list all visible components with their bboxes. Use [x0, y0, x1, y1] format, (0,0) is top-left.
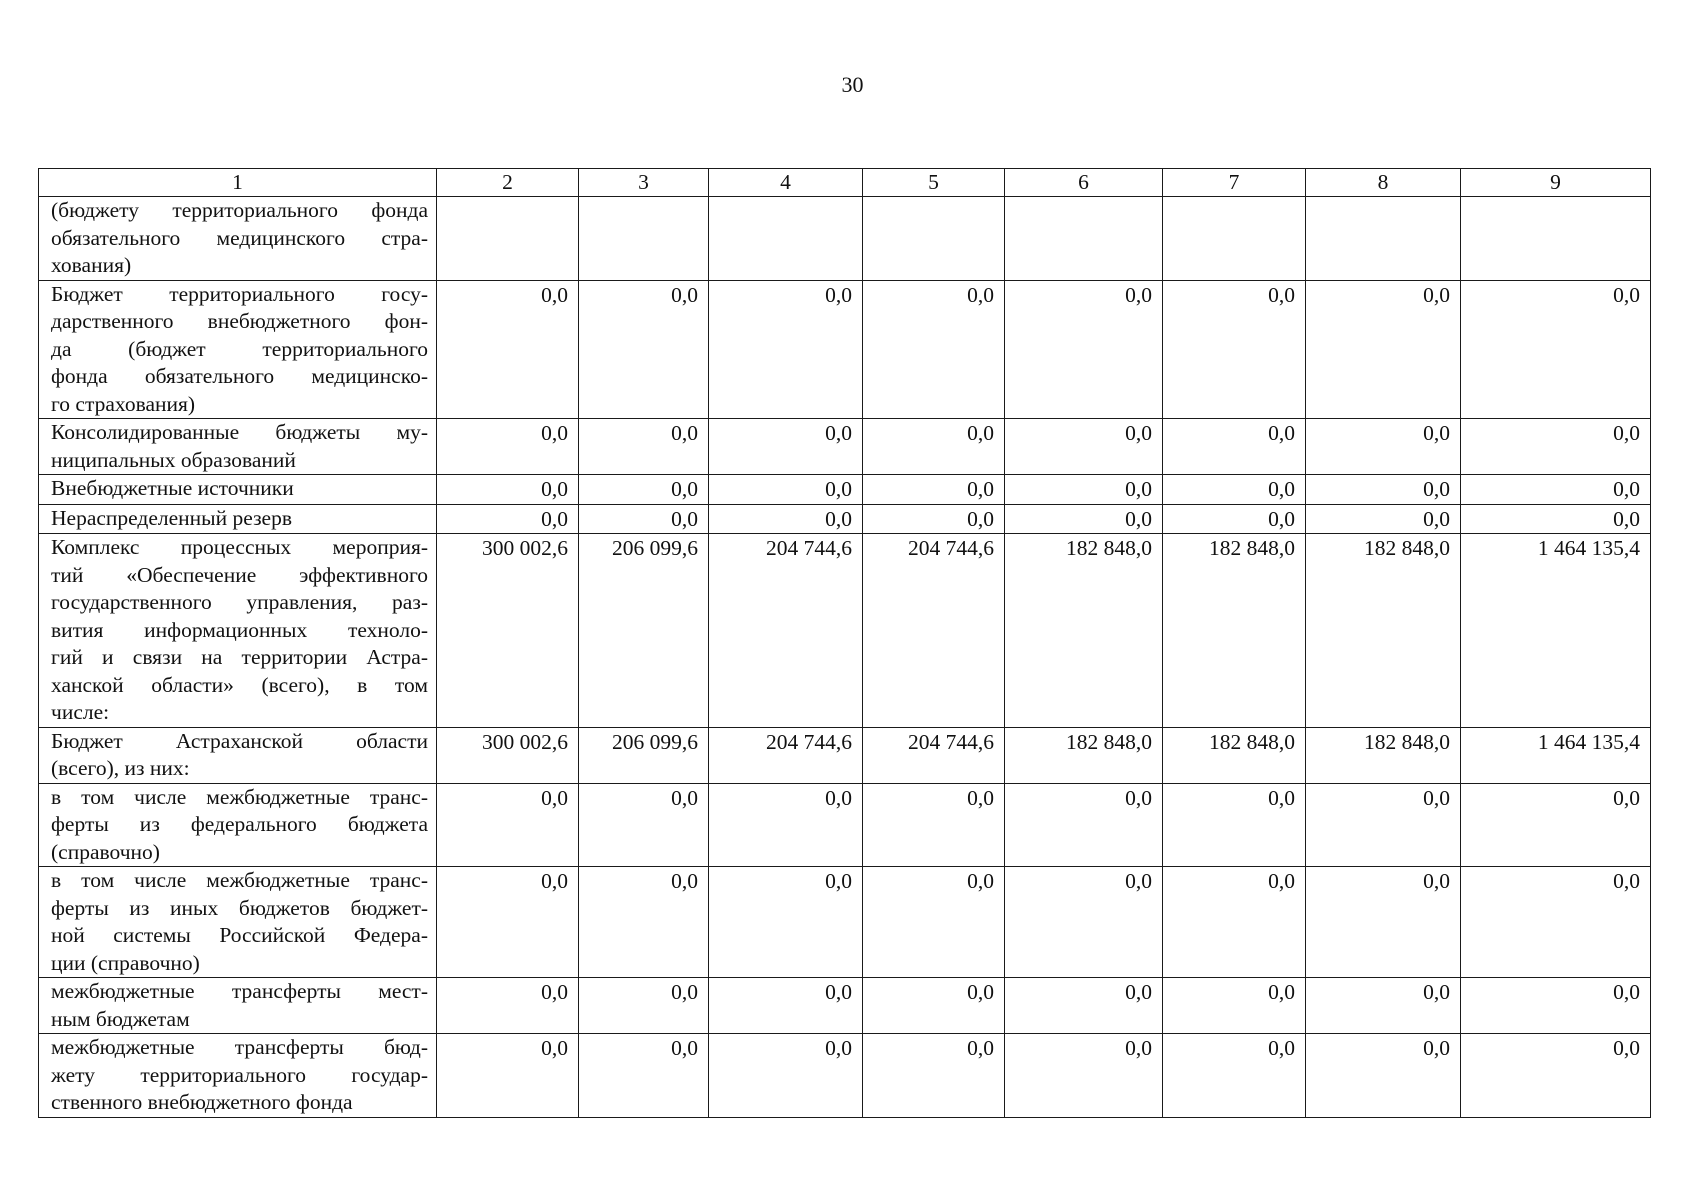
column-header-8: 8: [1306, 169, 1461, 197]
value-cell-col-8: 0,0: [1306, 475, 1461, 505]
value-cell-col-2: 0,0: [437, 504, 579, 534]
row-label-line: ным бюджетам: [51, 1006, 190, 1031]
row-label-line: в том числе межбюджетные транс-: [51, 868, 428, 892]
value-cell-col-5: 0,0: [863, 867, 1005, 978]
value-cell-col-9: 0,0: [1461, 280, 1651, 419]
value-cell-col-3: 0,0: [579, 978, 709, 1034]
value-cell-col-8: 0,0: [1306, 419, 1461, 475]
value-cell-col-6: 0,0: [1005, 978, 1163, 1034]
row-label-line: Внебюджетные источники: [51, 476, 294, 500]
value-cell-col-6: 0,0: [1005, 867, 1163, 978]
value-cell-col-7: 0,0: [1163, 280, 1306, 419]
value-cell-col-5: 0,0: [863, 504, 1005, 534]
column-header-2: 2: [437, 169, 579, 197]
row-label-line: в том числе межбюджетные транс-: [51, 784, 428, 809]
row-label-line: ферты из иных бюджетов бюджет-: [51, 895, 428, 920]
value-cell-col-5: 0,0: [863, 1034, 1005, 1118]
value-cell-col-9: 0,0: [1461, 504, 1651, 534]
value-cell-col-3: 0,0: [579, 419, 709, 475]
row-label-line: хования): [51, 253, 132, 277]
value-cell-col-2: 300 002,6: [437, 534, 579, 728]
value-cell-col-6: 0,0: [1005, 504, 1163, 534]
value-cell-col-3: 0,0: [579, 504, 709, 534]
value-cell-col-3: 0,0: [579, 1034, 709, 1118]
value-cell-col-2: 0,0: [437, 475, 579, 505]
value-cell-col-4: 0,0: [709, 1034, 863, 1118]
value-cell-col-5: 204 744,6: [863, 534, 1005, 728]
value-cell-col-4: [709, 197, 863, 281]
value-cell-col-8: 0,0: [1306, 1034, 1461, 1118]
value-cell-col-7: 0,0: [1163, 978, 1306, 1034]
table-row: [39, 534, 1651, 728]
row-label-line: дарственного внебюджетного фон-: [51, 309, 428, 333]
value-cell-col-9: 1 464 135,4: [1461, 534, 1651, 728]
value-cell-col-5: 0,0: [863, 475, 1005, 505]
value-cell-col-7: 0,0: [1163, 475, 1306, 505]
table-row: [39, 280, 1651, 419]
value-cell-col-3: [579, 197, 709, 281]
value-cell-col-5: 0,0: [863, 978, 1005, 1034]
value-cell-col-7: 182 848,0: [1163, 727, 1306, 783]
value-cell-col-8: 0,0: [1306, 867, 1461, 978]
value-cell-col-4: 0,0: [709, 783, 863, 867]
table-body: [39, 197, 1651, 1118]
row-label-line: ственного внебюджетного фонда: [51, 1090, 353, 1114]
value-cell-col-8: 0,0: [1306, 504, 1461, 534]
row-label-line: числе:: [51, 700, 110, 724]
row-label-cell: [39, 419, 437, 475]
row-label-cell: [39, 727, 437, 783]
value-cell-col-6: 182 848,0: [1005, 727, 1163, 783]
value-cell-col-6: 0,0: [1005, 475, 1163, 505]
table-header: [39, 169, 1651, 197]
value-cell-col-8: [1306, 197, 1461, 281]
column-header-5: 5: [863, 169, 1005, 197]
row-label-cell: [39, 475, 437, 505]
value-cell-col-9: 0,0: [1461, 475, 1651, 505]
value-cell-col-9: 0,0: [1461, 783, 1651, 867]
table-row: [39, 867, 1651, 978]
table-row: [39, 475, 1651, 505]
table-row: [39, 197, 1651, 281]
row-label-cell: [39, 280, 437, 419]
value-cell-col-2: 0,0: [437, 978, 579, 1034]
value-cell-col-4: 0,0: [709, 280, 863, 419]
row-label-line: ции (справочно): [51, 950, 200, 975]
value-cell-col-4: 0,0: [709, 475, 863, 505]
row-label-line: межбюджетные трансферты бюд-: [51, 1035, 428, 1059]
row-label-line: межбюджетные трансферты мест-: [51, 979, 428, 1003]
row-label-line: (всего), из них:: [51, 756, 190, 780]
value-cell-col-7: 182 848,0: [1163, 534, 1306, 728]
row-label-line: гий и связи на территории Астра-: [51, 645, 428, 669]
value-cell-col-3: 206 099,6: [579, 727, 709, 783]
value-cell-col-9: 1 464 135,4: [1461, 727, 1651, 783]
value-cell-col-4: 204 744,6: [709, 727, 863, 783]
value-cell-col-9: [1461, 197, 1651, 281]
value-cell-col-4: 0,0: [709, 978, 863, 1034]
column-header-9: 9: [1461, 169, 1651, 197]
value-cell-col-6: 0,0: [1005, 783, 1163, 867]
row-label-line: ферты из федерального бюджета: [51, 812, 428, 836]
value-cell-col-2: [437, 197, 579, 281]
value-cell-col-3: 0,0: [579, 783, 709, 867]
row-label-line: вития информационных техноло-: [51, 617, 428, 642]
value-cell-col-9: 0,0: [1461, 978, 1651, 1034]
row-label-cell: [39, 197, 437, 281]
row-label-line: (справочно): [51, 839, 160, 864]
value-cell-col-7: 0,0: [1163, 867, 1306, 978]
value-cell-col-2: 0,0: [437, 867, 579, 978]
value-cell-col-5: 204 744,6: [863, 727, 1005, 783]
value-cell-col-5: 0,0: [863, 280, 1005, 419]
value-cell-col-3: 0,0: [579, 867, 709, 978]
value-cell-col-3: 0,0: [579, 475, 709, 505]
header-row: [39, 169, 1651, 197]
value-cell-col-6: [1005, 197, 1163, 281]
page-number: 30: [841, 72, 864, 97]
row-label-line: да (бюджет территориального: [51, 336, 428, 361]
column-header-7: 7: [1163, 169, 1306, 197]
table-row: [39, 1034, 1651, 1118]
value-cell-col-7: 0,0: [1163, 783, 1306, 867]
value-cell-col-2: 0,0: [437, 280, 579, 419]
value-cell-col-6: 182 848,0: [1005, 534, 1163, 728]
value-cell-col-5: [863, 197, 1005, 281]
value-cell-col-6: 0,0: [1005, 1034, 1163, 1118]
row-label-line: фонда обязательного медицинско-: [51, 364, 428, 388]
table-row: [39, 978, 1651, 1034]
value-cell-col-6: 0,0: [1005, 419, 1163, 475]
row-label-cell: [39, 1034, 437, 1118]
budget-table: [38, 168, 1651, 1118]
column-header-3: 3: [579, 169, 709, 197]
row-label-line: ханской области» (всего), в том: [51, 672, 428, 697]
row-label-line: государственного управления, раз-: [51, 590, 428, 614]
row-label-line: (бюджету территориального фонда: [51, 198, 428, 222]
column-header-1: 1: [39, 169, 437, 197]
value-cell-col-8: 0,0: [1306, 280, 1461, 419]
row-label-line: обязательного медицинского стра-: [51, 225, 428, 250]
value-cell-col-8: 0,0: [1306, 783, 1461, 867]
row-label-line: ниципальных образований: [51, 447, 296, 472]
value-cell-col-9: 0,0: [1461, 867, 1651, 978]
row-label-cell: [39, 783, 437, 867]
value-cell-col-5: 0,0: [863, 783, 1005, 867]
row-label-line: тий «Обеспечение эффективного: [51, 562, 428, 587]
value-cell-col-4: 0,0: [709, 867, 863, 978]
row-label-line: жету территориального государ-: [51, 1062, 428, 1087]
row-label-line: ной системы Российской Федера-: [51, 923, 428, 947]
value-cell-col-8: 0,0: [1306, 978, 1461, 1034]
value-cell-col-9: 0,0: [1461, 1034, 1651, 1118]
table-row: [39, 727, 1651, 783]
table-row: [39, 504, 1651, 534]
value-cell-col-7: 0,0: [1163, 419, 1306, 475]
value-cell-col-8: 182 848,0: [1306, 727, 1461, 783]
value-cell-col-7: 0,0: [1163, 504, 1306, 534]
row-label-line: Консолидированные бюджеты му-: [51, 420, 428, 444]
value-cell-col-4: 0,0: [709, 504, 863, 534]
value-cell-col-2: 0,0: [437, 783, 579, 867]
value-cell-col-6: 0,0: [1005, 280, 1163, 419]
table-row: [39, 783, 1651, 867]
value-cell-col-4: 204 744,6: [709, 534, 863, 728]
column-header-6: 6: [1005, 169, 1163, 197]
value-cell-col-9: 0,0: [1461, 419, 1651, 475]
table-row: [39, 419, 1651, 475]
value-cell-col-4: 0,0: [709, 419, 863, 475]
row-label-cell: [39, 978, 437, 1034]
row-label-cell: [39, 867, 437, 978]
value-cell-col-2: 0,0: [437, 1034, 579, 1118]
column-header-4: 4: [709, 169, 863, 197]
value-cell-col-3: 206 099,6: [579, 534, 709, 728]
value-cell-col-2: 0,0: [437, 419, 579, 475]
value-cell-col-3: 0,0: [579, 280, 709, 419]
row-label-line: Бюджет территориального госу-: [51, 281, 428, 306]
row-label-cell: [39, 504, 437, 534]
row-label-line: го страхования): [51, 391, 196, 416]
value-cell-col-7: [1163, 197, 1306, 281]
value-cell-col-8: 182 848,0: [1306, 534, 1461, 728]
row-label-line: Комплекс процессных мероприя-: [51, 535, 428, 559]
value-cell-col-7: 0,0: [1163, 1034, 1306, 1118]
row-label-cell: [39, 534, 437, 728]
row-label-line: Нераспределенный резерв: [51, 505, 293, 530]
row-label-line: Бюджет Астраханской области: [51, 728, 428, 753]
value-cell-col-5: 0,0: [863, 419, 1005, 475]
value-cell-col-2: 300 002,6: [437, 727, 579, 783]
